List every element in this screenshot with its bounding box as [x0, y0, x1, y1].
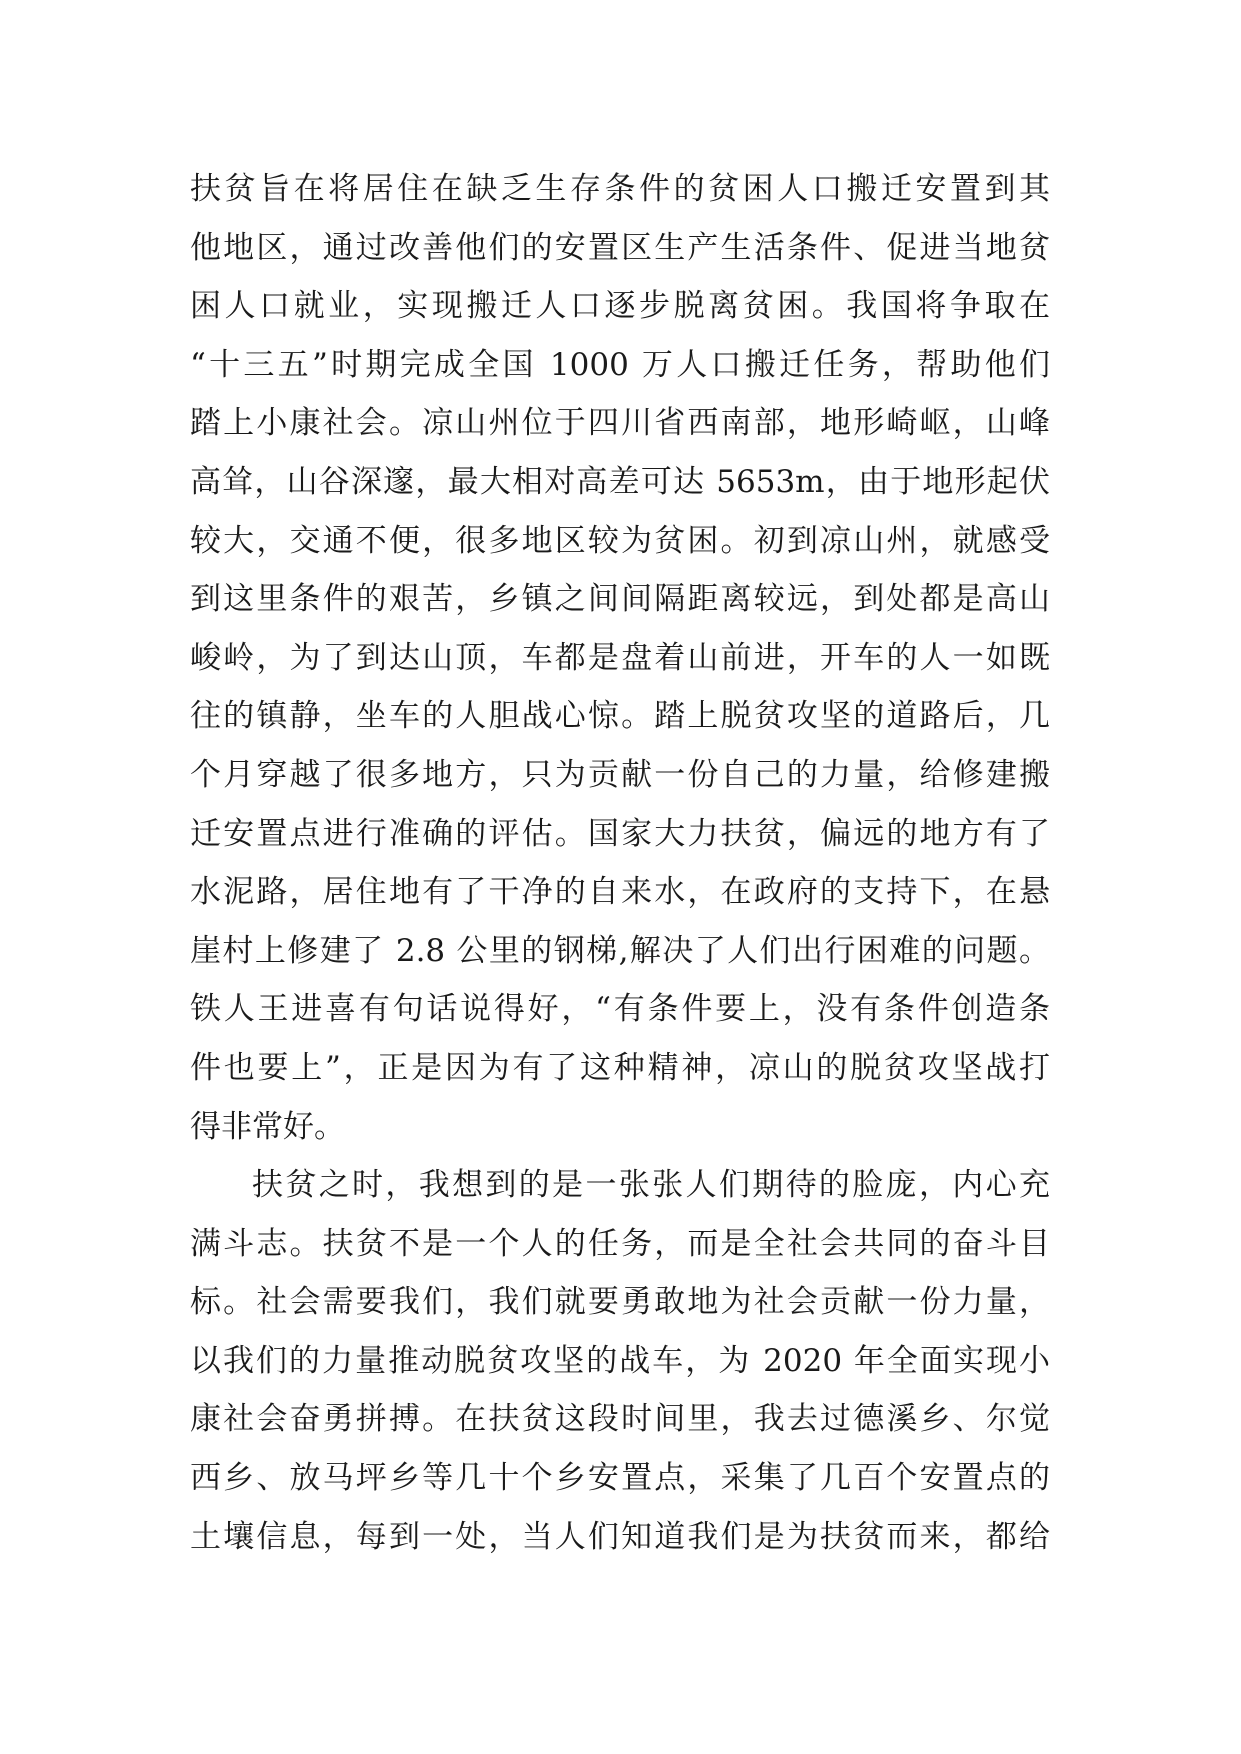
- paragraph-line: 扶贫之时，我想到的是一张张人们期待的脸庞，内心充: [252, 1167, 1050, 1204]
- paragraph-line: 踏上小康社会。凉山州位于四川省西南部，地形崎岖，山峰: [190, 405, 1050, 442]
- paragraph-line: 件也要上”，正是因为有了这种精神，凉山的脱贫攻坚战打: [190, 1049, 1050, 1086]
- paragraph-line: 满斗志。扶贫不是一个人的任务，而是全社会共同的奋斗目: [190, 1225, 1050, 1262]
- paragraph-line: 标。社会需要我们，我们就要勇敢地为社会贡献一份力量，: [190, 1284, 1050, 1321]
- paragraph-line: 扶贫旨在将居住在缺乏生存条件的贫困人口搬迁安置到其: [190, 171, 1050, 207]
- paragraph-line: “十三五”时期完成全国 1000 万人口搬迁任务，帮助他们: [190, 346, 1050, 383]
- paragraph-line: 得非常好。: [190, 1108, 345, 1145]
- paragraph-line: 个月穿越了很多地方，只为贡献一份自己的力量，给修建搬: [190, 756, 1050, 793]
- paragraph-line: 崖村上修建了 2.8 公里的钢梯,解决了人们出行困难的问题。: [190, 932, 1050, 969]
- paragraph-line: 峻岭，为了到达山顶，车都是盘着山前进，开车的人一如既: [190, 639, 1050, 676]
- paragraph-line: 土壤信息，每到一处，当人们知道我们是为扶贫而来，都给: [190, 1518, 1050, 1555]
- paragraph-line: 较大，交通不便，很多地区较为贫困。初到凉山州，就感受: [190, 522, 1050, 559]
- paragraph-line: 困人口就业，实现搬迁人口逐步脱离贫困。我国将争取在: [190, 288, 1050, 325]
- paragraph-line: 西乡、放马坪乡等几十个乡安置点，采集了几百个安置点的: [190, 1460, 1050, 1497]
- paragraph-line: 水泥路，居住地有了干净的自来水，在政府的支持下，在悬: [190, 874, 1050, 911]
- paragraph-line: 迁安置点进行准确的评估。国家大力扶贫，偏远的地方有了: [190, 815, 1050, 852]
- paragraph-line: 往的镇静，坐车的人胆战心惊。踏上脱贫攻坚的道路后，几: [190, 698, 1050, 735]
- paragraph-line: 高耸，山谷深邃，最大相对高差可达 5653m，由于地形起伏: [190, 463, 1050, 500]
- paragraph-line: 以我们的力量推动脱贫攻坚的战车，为 2020 年全面实现小: [190, 1342, 1050, 1379]
- paragraph-line: 铁人王进喜有句话说得好，“有条件要上，没有条件创造条: [190, 991, 1050, 1028]
- body-text: [190, 160, 1050, 1566]
- paragraph-line: 他地区，通过改善他们的安置区生产生活条件、促进当地贫: [190, 229, 1050, 266]
- paragraph-line: 康社会奋勇拼搏。在扶贫这段时间里，我去过德溪乡、尔觉: [190, 1401, 1050, 1438]
- paragraph-line: 到这里条件的艰苦，乡镇之间间隔距离较远，到处都是高山: [190, 581, 1050, 618]
